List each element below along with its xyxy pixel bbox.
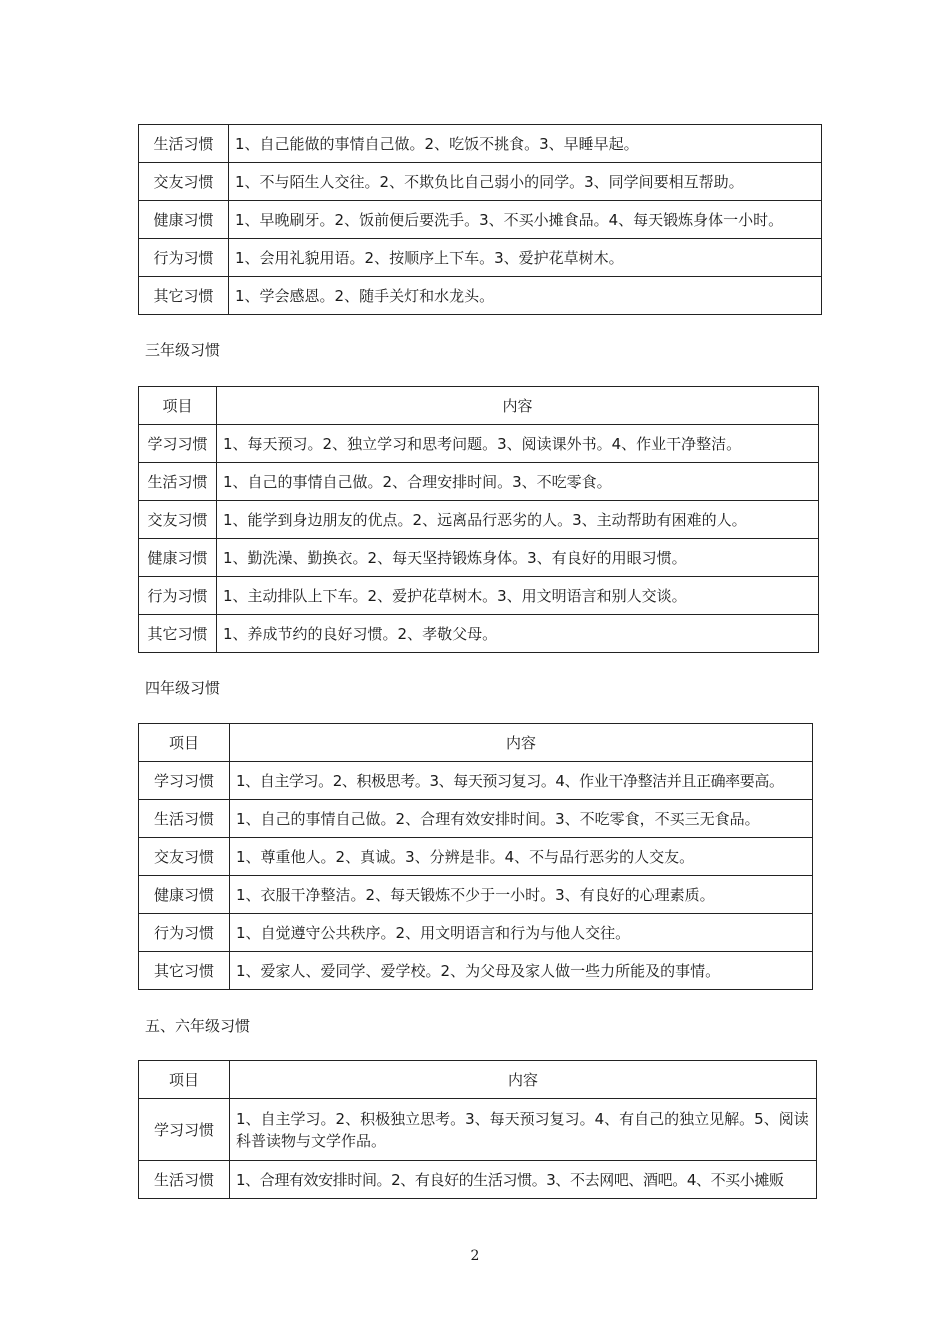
table-row xyxy=(139,577,819,615)
row-content: 1、会用礼貌用语。2、按顺序上下车。3、爱护花草树木。 xyxy=(229,239,822,277)
table-row xyxy=(139,163,822,201)
column-header-item: 项目 xyxy=(139,387,217,425)
row-content: 1、自己的事情自己做。2、合理安排时间。3、不吃零食。 xyxy=(217,463,819,501)
row-content: 1、自觉遵守公共秩序。2、用文明语言和行为与他人交往。 xyxy=(230,914,813,952)
row-content: 1、自己的事情自己做。2、合理有效安排时间。3、不吃零食，不买三无食品。 xyxy=(230,800,813,838)
page-number: 2 xyxy=(470,1248,480,1264)
grade4-table xyxy=(138,723,813,990)
table-row xyxy=(139,800,813,838)
row-label: 其它习惯 xyxy=(139,277,229,315)
row-label: 健康习惯 xyxy=(139,201,229,239)
table-row xyxy=(139,1099,817,1161)
row-label: 学习习惯 xyxy=(139,762,230,800)
table-header-row xyxy=(139,1061,817,1099)
row-content: 1、早晚刷牙。2、饭前便后要洗手。3、不买小摊食品。4、每天锻炼身体一小时。 xyxy=(229,201,822,239)
row-label: 行为习惯 xyxy=(139,577,217,615)
table-row xyxy=(139,125,822,163)
table-row xyxy=(139,914,813,952)
column-header-item: 项目 xyxy=(139,1061,230,1099)
row-label: 生活习惯 xyxy=(139,463,217,501)
row-content: 1、不与陌生人交往。2、不欺负比自己弱小的同学。3、同学间要相互帮助。 xyxy=(229,163,822,201)
row-content: 1、自己能做的事情自己做。2、吃饭不挑食。3、早睡早起。 xyxy=(229,125,822,163)
table-row xyxy=(139,838,813,876)
row-content: 1、爱家人、爱同学、爱学校。2、为父母及家人做一些力所能及的事情。 xyxy=(230,952,813,990)
row-label: 其它习惯 xyxy=(139,615,217,653)
row-content: 1、能学到身边朋友的优点。2、远离品行恶劣的人。3、主动帮助有困难的人。 xyxy=(217,501,819,539)
table-row xyxy=(139,762,813,800)
row-label: 健康习惯 xyxy=(139,539,217,577)
table-row xyxy=(139,501,819,539)
table-header-row xyxy=(139,387,819,425)
table-row xyxy=(139,239,822,277)
row-content: 1、合理有效安排时间。2、有良好的生活习惯。3、不去网吧、酒吧。4、不买小摊贩 xyxy=(230,1161,817,1199)
row-label: 健康习惯 xyxy=(139,876,230,914)
column-header-content: 内容 xyxy=(217,387,819,425)
row-content: 1、自主学习。2、积极思考。3、每天预习复习。4、作业干净整洁并且正确率要高。 xyxy=(230,762,813,800)
row-label: 学习习惯 xyxy=(139,1099,230,1161)
row-label: 学习习惯 xyxy=(139,425,217,463)
row-label: 行为习惯 xyxy=(139,914,230,952)
table-row xyxy=(139,425,819,463)
row-content: 1、尊重他人。2、真诚。3、分辨是非。4、不与品行恶劣的人交友。 xyxy=(230,838,813,876)
grade3-heading: 三年级习惯 xyxy=(145,341,221,359)
table-row xyxy=(139,876,813,914)
row-label: 交友习惯 xyxy=(139,501,217,539)
row-content: 1、每天预习。2、独立学习和思考问题。3、阅读课外书。4、作业干净整洁。 xyxy=(217,425,819,463)
column-header-content: 内容 xyxy=(230,1061,817,1099)
table-row xyxy=(139,201,822,239)
row-label: 生活习惯 xyxy=(139,1161,230,1199)
table-row xyxy=(139,1161,817,1199)
row-content: 1、养成节约的良好习惯。2、孝敬父母。 xyxy=(217,615,819,653)
row-label: 生活习惯 xyxy=(139,125,229,163)
table-row xyxy=(139,952,813,990)
row-label: 交友习惯 xyxy=(139,838,230,876)
row-content: 1、自主学习。2、积极独立思考。3、每天预习复习。4、有自己的独立见解。5、阅读科普读物与文学作品。 xyxy=(230,1099,817,1161)
table-row xyxy=(139,539,819,577)
column-header-content: 内容 xyxy=(230,724,813,762)
habits-table-continued xyxy=(138,124,822,315)
table-row xyxy=(139,277,822,315)
column-header-item: 项目 xyxy=(139,724,230,762)
row-label: 其它习惯 xyxy=(139,952,230,990)
row-label: 生活习惯 xyxy=(139,800,230,838)
grade56-table xyxy=(138,1060,817,1199)
row-label: 交友习惯 xyxy=(139,163,229,201)
row-content: 1、勤洗澡、勤换衣。2、每天坚持锻炼身体。3、有良好的用眼习惯。 xyxy=(217,539,819,577)
grade4-heading: 四年级习惯 xyxy=(145,679,221,697)
table-row xyxy=(139,615,819,653)
table-header-row xyxy=(139,724,813,762)
grade3-table xyxy=(138,386,819,653)
grade56-heading: 五、六年级习惯 xyxy=(145,1017,251,1035)
row-label: 行为习惯 xyxy=(139,239,229,277)
table-row xyxy=(139,463,819,501)
row-content: 1、主动排队上下车。2、爱护花草树木。3、用文明语言和别人交谈。 xyxy=(217,577,819,615)
row-content: 1、衣服干净整洁。2、每天锻炼不少于一小时。3、有良好的心理素质。 xyxy=(230,876,813,914)
row-content: 1、学会感恩。2、随手关灯和水龙头。 xyxy=(229,277,822,315)
